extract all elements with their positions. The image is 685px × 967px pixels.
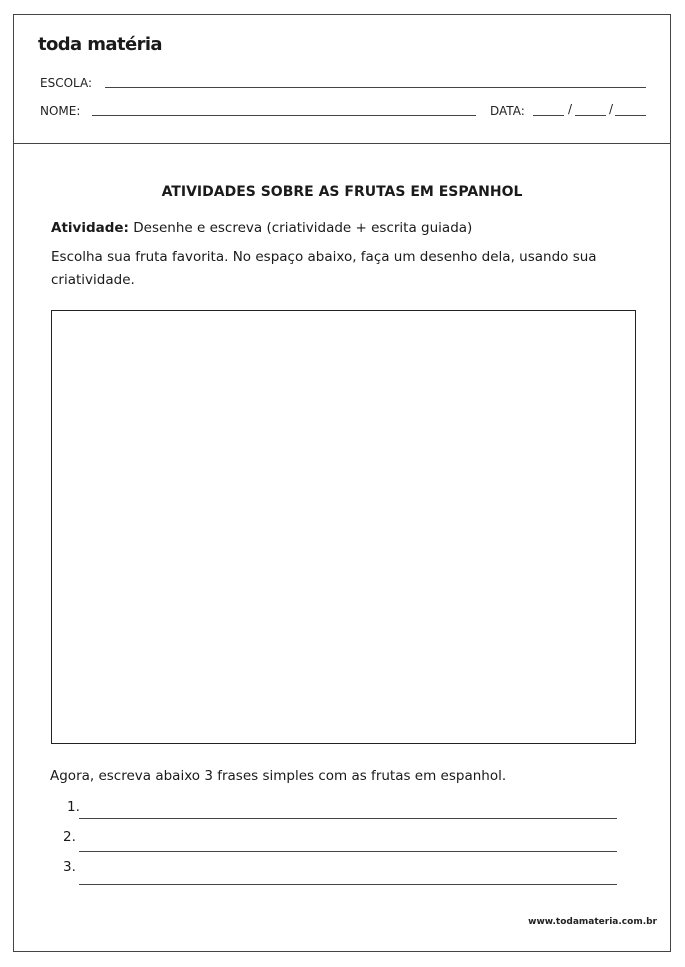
answer-line-1[interactable] [79, 818, 617, 819]
answer-number-2: 2. [63, 829, 76, 845]
name-label: NOME: [40, 104, 81, 118]
school-label: ESCOLA: [40, 76, 93, 90]
activity-label: Atividade: [51, 220, 129, 236]
answer-number-1: 1. [67, 799, 80, 815]
answer-number-3: 3. [63, 859, 76, 875]
answer-line-3[interactable] [79, 884, 617, 885]
name-field-line[interactable] [92, 115, 476, 116]
brand-logo: toda matéria [38, 34, 162, 55]
activity-description: Desenhe e escreva (criatividade + escrita guiada) [128, 220, 473, 236]
date-separator: / [609, 102, 614, 116]
date-month-line[interactable] [575, 115, 606, 116]
school-field-line[interactable] [105, 87, 646, 88]
writing-prompt: Agora, escreva abaixo 3 frases simples com as frutas em espanhol. [50, 768, 507, 784]
answer-line-2[interactable] [79, 851, 617, 852]
date-separator: / [568, 102, 573, 116]
date-day-line[interactable] [533, 115, 564, 116]
date-year-line[interactable] [615, 115, 646, 116]
drawing-area[interactable] [51, 310, 636, 744]
activity-line [51, 220, 472, 236]
worksheet-title: ATIVIDADES SOBRE AS FRUTAS EM ESPANHOL [161, 184, 523, 200]
worksheet-page [13, 14, 671, 952]
header-section [14, 15, 670, 144]
date-label: DATA: [490, 104, 525, 118]
activity-instruction: Escolha sua fruta favorita. No espaço abaixo, faça um desenho dela, usando sua criatividade. [51, 249, 597, 288]
footer-url: www.todamateria.com.br [528, 917, 657, 927]
